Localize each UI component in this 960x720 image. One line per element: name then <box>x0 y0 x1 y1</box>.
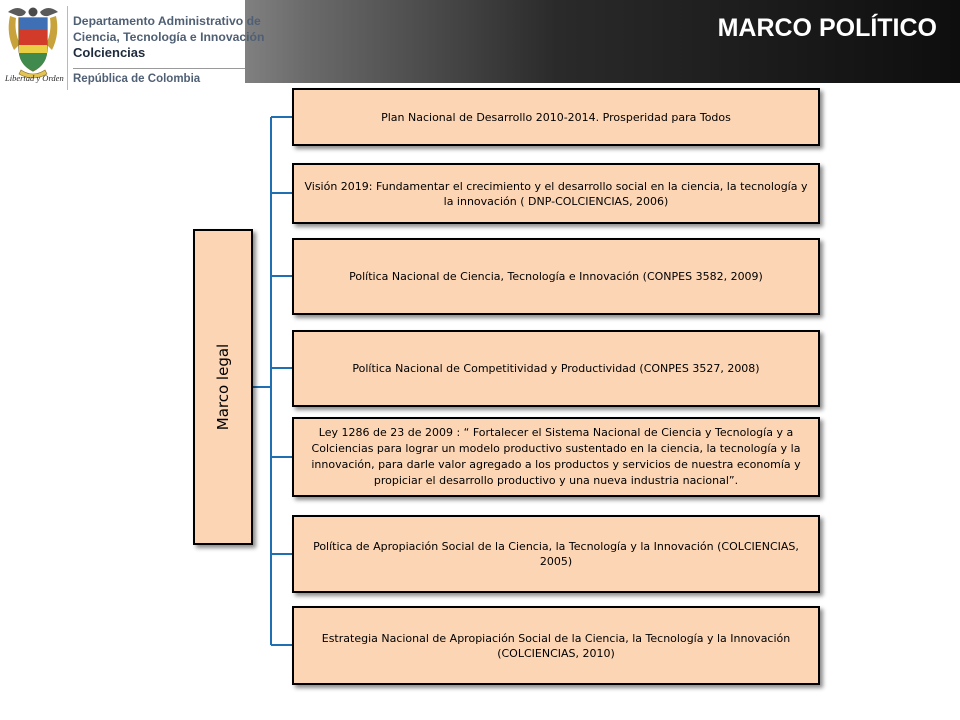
page-title: MARCO POLÍTICO <box>717 14 937 42</box>
node-politica-competitividad: Política Nacional de Competitividad y Productividad (CONPES 3527, 2008) <box>292 330 820 407</box>
org-name: Colciencias <box>73 45 146 60</box>
org-line-2: Ciencia, Tecnología e Innovación <box>73 29 265 44</box>
org-line-1: Departamento Administrativo de <box>73 14 261 28</box>
node-politica-cti: Política Nacional de Ciencia, Tecnología e Innovación (CONPES 3582, 2009) <box>292 238 820 315</box>
node-apropiacion-social: Política de Apropiación Social de la Ciencia, la Tecnología y la Innovación (COLCIENCIAS, 2005) <box>292 515 820 593</box>
root-label: Marco legal <box>214 343 232 431</box>
country-name: República de Colombia <box>73 73 201 85</box>
root-node <box>193 229 253 545</box>
node-plan-nacional: Plan Nacional de Desarrollo 2010-2014. Prosperidad para Todos <box>292 88 820 146</box>
node-vision-2019: Visión 2019: Fundamentar el crecimiento y el desarrollo social en la ciencia, la tecnología y la innovación ( DNP-COLCIENCIAS, 2006) <box>292 163 820 224</box>
node-estrategia-nacional: Estrategia Nacional de Apropiación Social de la Ciencia, la Tecnología y la Innovación (COLCIENCIAS, 2010) <box>292 606 820 685</box>
seal-motto: Libertad y Orden <box>5 73 64 83</box>
node-ley-1286: Ley 1286 de 23 de 2009 : “ Fortalecer el Sistema Nacional de Ciencia y Tecnología y a Colciencias para lograr un modelo productivo sustentado en la ciencia, la tecnología y la innovación, para darle valor agregado a los productos y servicios de nuestra economía y propiciar el desarrollo productivo y una nueva industria nacional”. <box>292 417 820 497</box>
